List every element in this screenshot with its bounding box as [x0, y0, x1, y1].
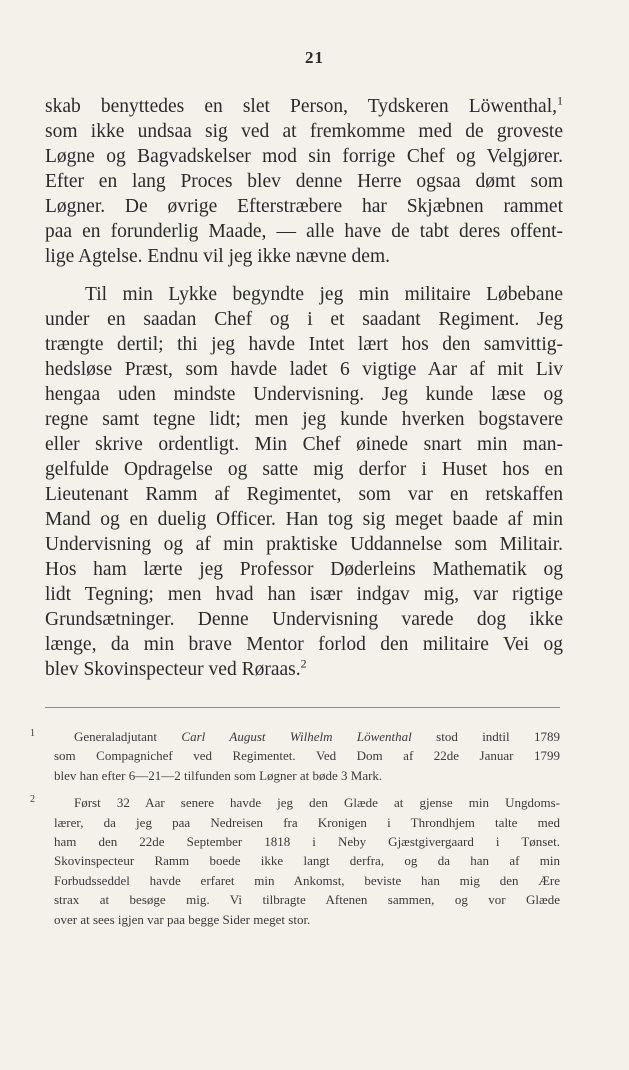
text-line: Hos ham lærte jeg Professor Døderleins Mathematik og — [45, 559, 563, 580]
footnote-line: strax at besøge mig. Vi tilbragte Aftenen sammen, og vor Glæde — [54, 892, 560, 908]
footnote-line: blev han efter 6—21—2 tilfunden som Løgner at bøde 3 Mark. — [54, 767, 383, 783]
footnote-line: over at sees igjen var paa begge Sider meget stor. — [54, 911, 311, 927]
footnote-line: lærer, da jeg paa Nedreisen fra Kronigen i Throndhjem talte med — [54, 814, 560, 830]
text-line: gelfulde Opdragelse og satte mig derfor i Huset hos en — [45, 459, 563, 480]
text-line: længe, da min brave Mentor forlod den militaire Vei og — [45, 634, 563, 655]
text-line: Lieutenant Ramm af Regimentet, som var en retskaffen — [45, 484, 563, 505]
paragraph-2 — [45, 282, 563, 682]
page-number: 21 — [305, 48, 324, 67]
footnote-line: som Compagnichef ved Regimentet. Ved Dom af 22de Januar 1799 — [54, 748, 560, 764]
footnote-ref-2[interactable]: 2 — [300, 656, 307, 671]
text-line: Til min Lykke begyndte jeg min militaire Løbebane — [85, 284, 563, 305]
text-line: paa en forunderlig Maade, — alle have de tabt deres offent- — [45, 221, 563, 242]
footnotes — [30, 727, 561, 929]
text-line: Løgner. De øvrige Efterstræbere har Skjæbnen rammet — [45, 196, 563, 217]
footnote-2 — [30, 793, 560, 929]
text-line: under en saadan Chef og i et saadant Regiment. Jeg — [45, 309, 563, 330]
footnote-mark: 1 — [30, 728, 35, 739]
text-line: skab benyttedes en slet Person, Tydskeren Löwenthal,$^1$ — [45, 93, 563, 117]
main-text — [45, 94, 563, 682]
paragraph-1 — [45, 94, 563, 269]
footnote-line: Skovinspecteur Ramm boede ikke langt derfra, og da han af min — [54, 853, 560, 869]
footnote-line: ham den 22de September 1818 i Neby Gjæstgivergaard i Tønset. — [54, 834, 560, 850]
text-line: eller skrive ordentligt. Min Chef øinede snart min man- — [45, 434, 563, 455]
text-line: hengaa uden mindste Undervisning. Jeg kunde læse og — [45, 384, 563, 405]
footnote-mark: 2 — [30, 794, 35, 806]
footnote-line: 2 Først 32 Aar senere havde jeg den Glæde at gjense min Ungdoms- — [54, 793, 560, 812]
text-line: hedsløse Præst, som havde ladet 6 vigtige Aar af mit Liv — [45, 359, 563, 380]
footnote-divider — [45, 707, 560, 708]
text-line: Efter en lang Proces blev denne Herre ogsaa dømt som — [45, 171, 563, 192]
text-line: lidt Tegning; men hvad han især indgav mig, var rigtige — [45, 584, 563, 605]
text-line: som ikke undsaa sig ved at fremkomme med de groveste — [45, 121, 563, 142]
text-line: regne samt tegne lidt; men jeg kunde hverken bogstavere — [45, 409, 563, 430]
footnote-1 — [30, 727, 561, 785]
text-line: Undervisning og af min praktiske Uddannelse som Militair. — [45, 534, 563, 555]
footnote-line: Forbudsseddel havde erfaret min Ankomst, beviste han mig den Ære — [54, 872, 560, 888]
text-line: Grundsætninger. Denne Undervisning varede dog ikke — [45, 609, 563, 630]
text-line: trængte dertil; thi jeg havde Intet lært hos den samvittig- — [45, 334, 563, 355]
text-line: lige Agtelse. Endnu vil jeg ikke nævne dem. — [45, 246, 390, 267]
text-line: Mand og en duelig Officer. Han tog sig meget baade af min — [45, 509, 563, 530]
text-line: Løgne og Bagvadskelser mod sin forrige Chef og Velgjører. — [45, 146, 563, 167]
footnote-ref-1[interactable]: 1 — [557, 93, 563, 108]
footnote-line: 1 Generaladjutant Carl August Wilhelm Löwenthal stod indtil 1789 — [54, 727, 560, 746]
text-line: blev Skovinspecteur ved Røraas.$^2$ — [45, 656, 307, 680]
